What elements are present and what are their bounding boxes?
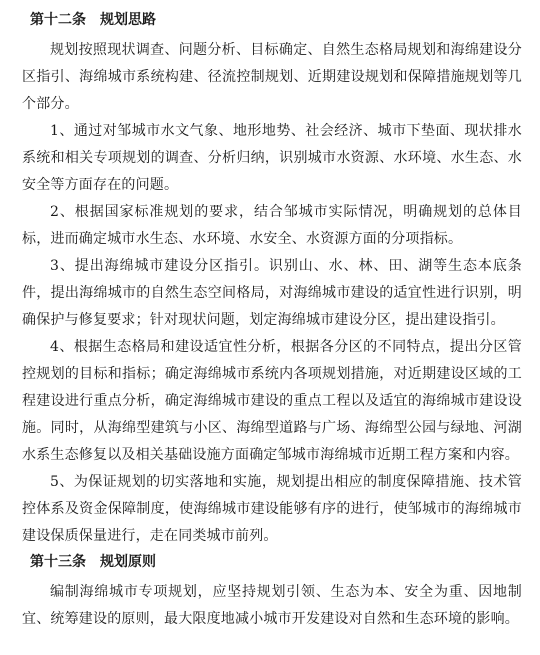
article-12-paragraph: 1、通过对邹城市水文气象、地形地势、社会经济、城市下垫面、现状排水系统和相关专项规划的调查、分析归纳，识别城市水资源、水环境、水生态、水安全等方面存在的问题。 (22, 123, 522, 193)
article-13-title: 规划原则 (100, 554, 156, 570)
article-12-title: 规划思路 (100, 12, 156, 28)
article-12-paragraph: 3、提出海绵城市建设分区指引。识别山、水、林、田、湖等生态本底条件，提出海绵城市的自然生态空间格局，对海绵城市建设的适宜性进行识别，明确保护与修复要求；针对现状问题，划定海绵城市建设分区，提出建设指引。 (22, 258, 522, 328)
article-12-paragraph: 5、为保证规划的切实落地和实施，规划提出相应的制度保障措施、技术管控体系及资金保障制度，使海绵城市建设能够有序的进行，使邹城市的海绵城市建设保质保量进行，走在同类城市前列。 (22, 474, 522, 544)
article-13-heading (22, 550, 522, 574)
article-12-paragraph: 4、根据生态格局和建设适宜性分析，根据各分区的不同特点，提出分区管控规划的目标和指标；确定海绵城市系统内各项规划措施，对近期建设区域的工程建设进行重点分析，确定海绵城市建设的重点工程以及适宜的海绵城市建设设施。同时，从海绵型建筑与小区、海绵型道路与广场、海绵型公园与绿地、河湖水系生态修复以及相关基础设施方面确定邹城市海绵城市近期工程方案和内容。 (22, 339, 522, 463)
article-12-number: 第十二条 (30, 12, 86, 28)
article-13-paragraph: 编制海绵城市专项规划，应坚持规划引领、生态为本、安全为重、因地制宜、统筹建设的原则，最大限度地减小城市开发建设对自然和生态环境的影响。 (22, 584, 522, 627)
article-12-paragraph: 2、根据国家标准规划的要求，结合邹城市实际情况，明确规划的总体目标，进而确定城市水生态、水环境、水安全、水资源方面的分项指标。 (22, 204, 522, 247)
article-13-number: 第十三条 (30, 554, 86, 570)
article-12-heading (22, 8, 522, 32)
article-12-paragraph: 规划按照现状调查、问题分析、目标确定、自然生态格局规划和海绵建设分区指引、海绵城市系统构建、径流控制规划、近期建设规划和保障措施规划等几个部分。 (22, 42, 522, 112)
